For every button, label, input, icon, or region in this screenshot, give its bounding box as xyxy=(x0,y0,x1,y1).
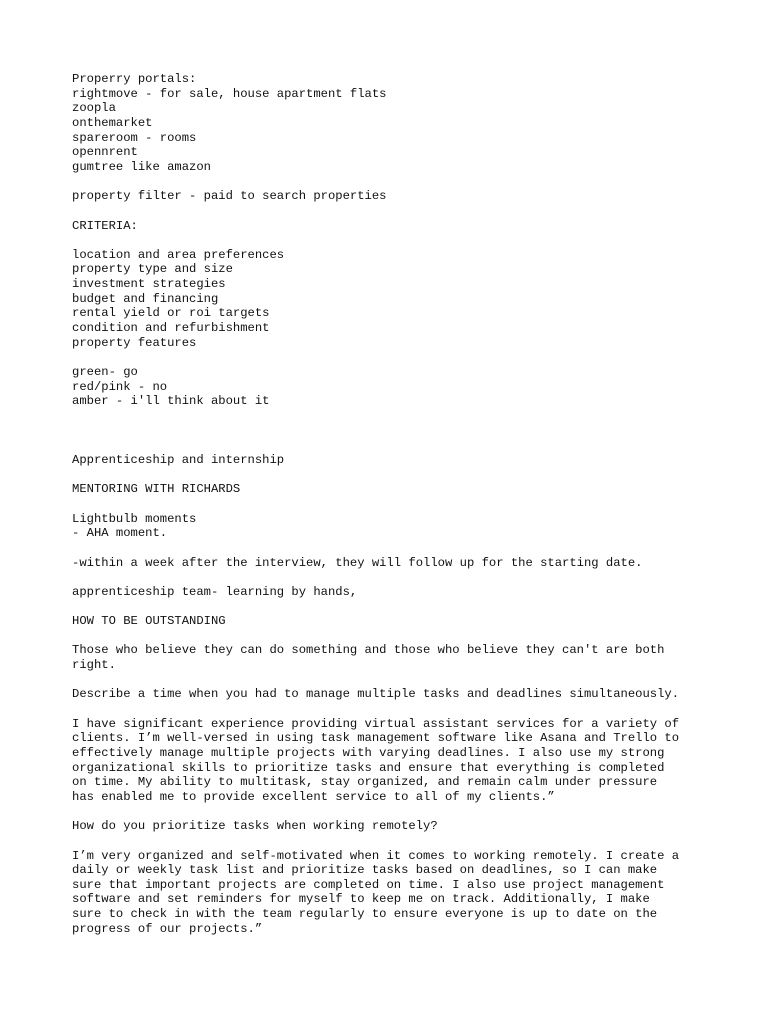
blank-line xyxy=(72,629,712,644)
outstanding-heading: HOW TO BE OUTSTANDING xyxy=(72,614,226,629)
portal-item: zoopla xyxy=(72,101,116,116)
blank-line xyxy=(72,599,712,614)
answer-prioritize: I’m very organized and self-motivated when it comes to working remotely. I create a daily or weekly task list and prioritize tasks based on deadlines, so I can make sure that important projects are completed on time. I also use project management software and set reminders for myself to keep me on track. Additionally, I make sure to check in with the team regularly to ensure everyone is up to date on the progress of our projects.” xyxy=(72,848,680,936)
apprenticeship-heading: Apprenticeship and internship xyxy=(72,452,285,467)
question-prioritize: How do you prioritize tasks when working remotely? xyxy=(72,819,438,834)
answer-multitask: I have significant experience providing virtual assistant services for a variety of clients. I’m well-versed in using task management software like Asana and Trello to effectively manage multiple projects with varying deadlines. I also use my strong organizational skills to prioritize tasks and ensure that everything is completed on time. My ability to multitask, stay organized, and remain calm under pressure has enabled me to provide excellent service to all of my clients.” xyxy=(72,716,680,804)
blank-line xyxy=(72,805,712,820)
blank-line xyxy=(72,438,712,453)
criteria-item: rental yield or roi targets xyxy=(72,306,270,321)
blank-line xyxy=(72,702,712,717)
question-multitask: Describe a time when you had to manage multiple tasks and deadlines simultaneously. xyxy=(72,687,680,702)
lightbulb-note: Lightbulb moments xyxy=(72,511,197,526)
portal-item: opennrent xyxy=(72,145,138,160)
portals-heading: Properry portals: xyxy=(72,72,197,86)
blank-line xyxy=(72,673,712,688)
color-code-item: green- go xyxy=(72,365,138,380)
follow-up-note: -within a week after the interview, they will follow up for the starting date. xyxy=(72,555,643,570)
criteria-item: property type and size xyxy=(72,262,233,277)
blank-line xyxy=(72,497,712,512)
blank-line xyxy=(72,175,712,190)
blank-line xyxy=(72,541,712,556)
criteria-item: budget and financing xyxy=(72,291,219,306)
criteria-item: investment strategies xyxy=(72,277,226,292)
aha-note: - AHA moment. xyxy=(72,526,168,541)
blank-line xyxy=(72,570,712,585)
quote-paragraph: Those who believe they can do something and those who believe they can't are both right. xyxy=(72,643,665,673)
property-filter-note: property filter - paid to search properties xyxy=(72,189,387,204)
criteria-item: location and area preferences xyxy=(72,247,285,262)
portal-item: gumtree like amazon xyxy=(72,159,211,174)
blank-line xyxy=(72,468,712,483)
blank-line xyxy=(72,350,712,365)
team-note: apprenticeship team- learning by hands, xyxy=(72,584,358,599)
criteria-item: condition and refurbishment xyxy=(72,321,270,336)
blank-line xyxy=(72,204,712,219)
portal-item: spareroom - rooms xyxy=(72,130,197,145)
criteria-item: property features xyxy=(72,335,197,350)
color-code-item: red/pink - no xyxy=(72,379,168,394)
color-code-item: amber - i'll think about it xyxy=(72,394,270,409)
criteria-heading: CRITERIA: xyxy=(72,218,138,233)
blank-line xyxy=(72,409,712,424)
mentoring-heading: MENTORING WITH RICHARDS xyxy=(72,482,241,497)
document-page xyxy=(72,72,712,936)
portal-item: rightmove - for sale, house apartment flats xyxy=(72,86,387,101)
blank-line xyxy=(72,834,712,849)
blank-line xyxy=(72,424,712,439)
portal-item: onthemarket xyxy=(72,115,153,130)
blank-line xyxy=(72,233,712,248)
